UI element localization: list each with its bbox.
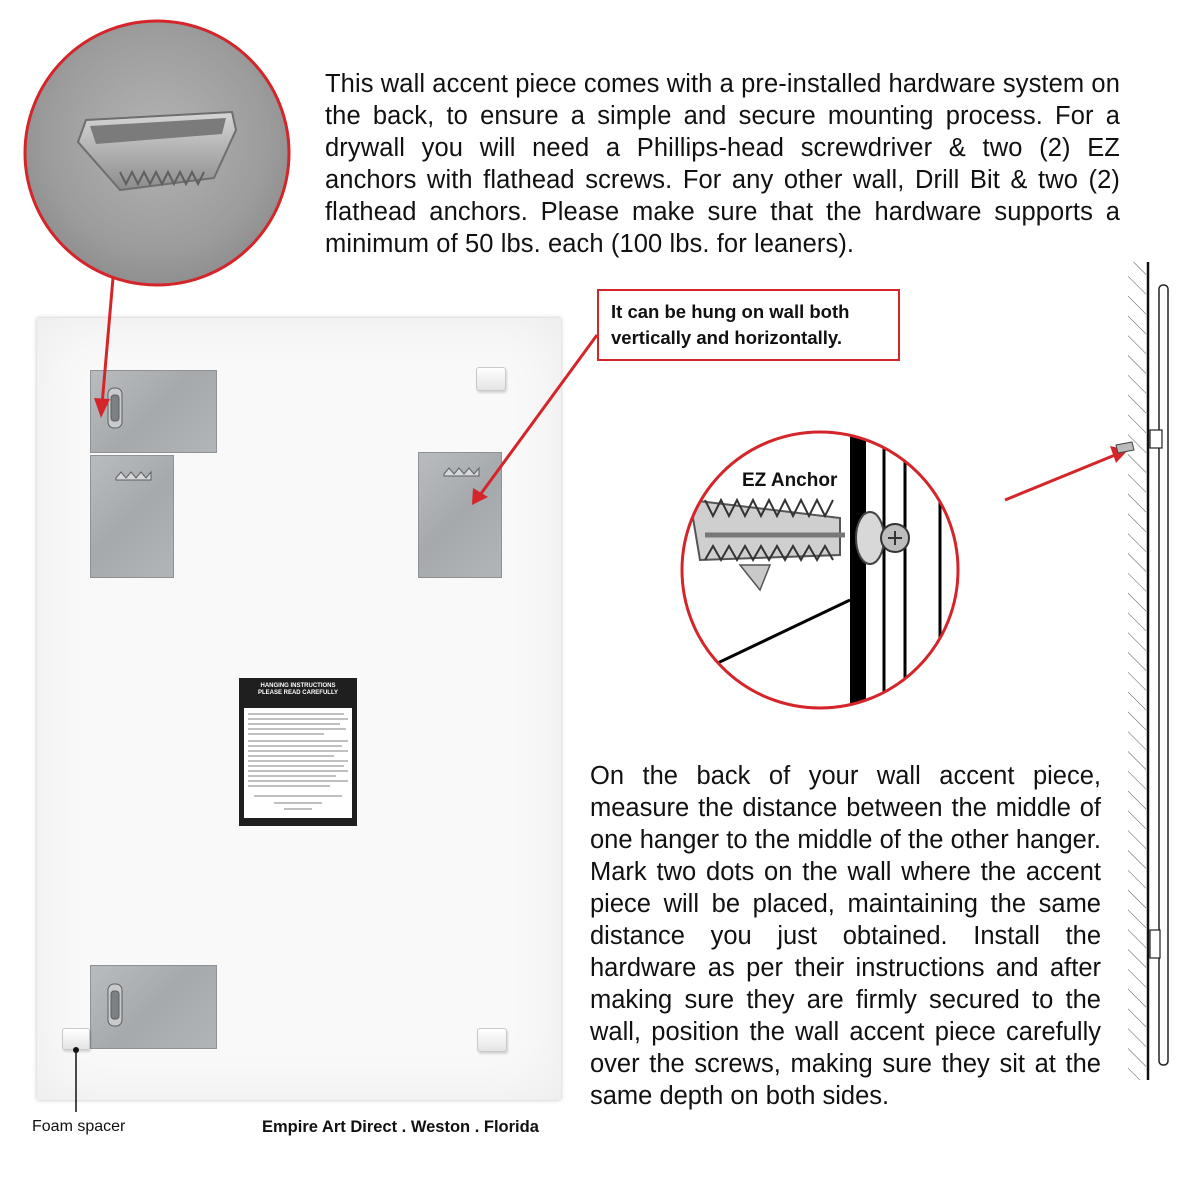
ez-anchor-label: EZ Anchor: [742, 470, 838, 491]
plate-hardware-details: [108, 388, 479, 1026]
hanger-zoom-circle: [25, 21, 289, 285]
intro-paragraph: This wall accent piece comes with a pre-installed hardware system on the back, to ensure a simple and secure mounting process. For a drywall you will need a Phillips-head screwdriver & two (2) EZ anchors with flathead screws. For any other wall, Drill Bit & two (2) flathead anchors. Please make sure that the hardware supports a minimum of 50 lbs. each (100 lbs. for leaners).: [325, 70, 1120, 258]
sticker-title-line1: HANGING INSTRUCTIONS: [260, 683, 336, 689]
brand-line: Empire Art Direct . Weston . Florida: [262, 1118, 539, 1136]
foam-spacer-label: Foam spacer: [32, 1118, 126, 1135]
orientation-callout: It can be hung on wall both vertically and horizontally.: [597, 289, 900, 361]
sticker-title-line2: PLEASE READ CAREFULLY: [257, 690, 339, 696]
wall-side-view: [1116, 262, 1168, 1080]
pointer-arrows: [94, 278, 1128, 505]
mounting-instructions-paragraph: On the back of your wall accent piece, measure the distance between the middle of one hanger to the middle of the other hanger. Mark two dots on the wall where the accent piece will be placed, maintaining the same distance you just obtained. Install the hardware as per their instructions and after making sure they are firmly secured to the wall, position the wall accent piece carefully over the screws, making sure they sit at the same depth on both sides.: [590, 762, 1101, 1110]
ez-anchor-detail-circle: [600, 380, 968, 760]
